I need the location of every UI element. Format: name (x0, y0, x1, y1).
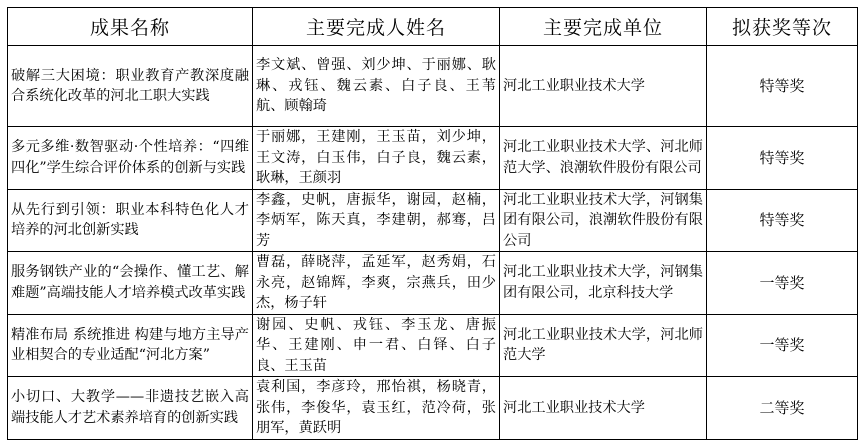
achievement-name-cell: 破解三大困境：职业教育产教深度融合系统化改革的河北工职大实践 (8, 46, 253, 127)
achievement-name-cell: 小切口、大教学——非遗技艺嵌入高端技能人才艺术素养培育的创新实践 (8, 377, 253, 440)
header-row (8, 8, 858, 46)
header-main-members: 主要完成人姓名 (253, 8, 500, 46)
prize-cell: 特等奖 (707, 127, 858, 190)
units-cell: 河北工业职业技术大学、河北师范大学、浪潮软件股份有限公司 (500, 127, 707, 190)
members-cell: 袁利国，李彦玲，邢怡祺，杨晓青，张伟，李俊华，袁玉红，范冷荷，张朋军，黄跃明 (253, 377, 500, 440)
members-cell: 曹磊，薛晓萍，孟延军，赵秀娟，石永亮，赵锦辉，李爽，宗燕兵，田少杰，杨子轩 (253, 252, 500, 315)
table-row (8, 127, 858, 190)
header-proposed-prize: 拟获奖等次 (707, 8, 858, 46)
prize-cell: 一等奖 (707, 314, 858, 377)
members-cell: 于丽娜，王建刚，王玉苗，刘少坤，王文涛，白玉伟，白子良，魏云素，耿琳，王颜羽 (253, 127, 500, 190)
members-cell: 谢园、史帆、戎钰、李玉龙、唐振华、王建刚、申一君、白铎、白子良、王玉苗 (253, 314, 500, 377)
achievement-name-cell: 服务钢铁产业的“会操作、懂工艺、解难题”高端技能人才培养模式改革实践 (8, 252, 253, 315)
achievement-name-cell: 多元多维·数智驱动·个性培养：“四维四化”学生综合评价体系的创新与实践 (8, 127, 253, 190)
members-cell: 李文斌、曾强、刘少坤、于丽娜、耿琳、戎钰、魏云素、白子良、王苇航、顾翰琦 (253, 46, 500, 127)
units-cell: 河北工业职业技术大学 (500, 46, 707, 127)
prize-cell: 二等奖 (707, 377, 858, 440)
header-achievement-name: 成果名称 (8, 8, 253, 46)
table-row (8, 252, 858, 315)
prize-cell: 特等奖 (707, 46, 858, 127)
achievement-name-cell: 从先行到引领：职业本科特色化人才培养的河北创新实践 (8, 189, 253, 252)
table-row (8, 46, 858, 127)
awards-table (7, 7, 858, 440)
table-row (8, 189, 858, 252)
achievement-name-cell: 精准布局 系统推进 构建与地方主导产业相契合的专业适配“河北方案” (8, 314, 253, 377)
units-cell: 河北工业职业技术大学，河钢集团有限公司，浪潮软件股份有限公司 (500, 189, 707, 252)
units-cell: 河北工业职业技术大学 (500, 377, 707, 440)
units-cell: 河北工业职业技术大学，河北师范大学 (500, 314, 707, 377)
prize-cell: 一等奖 (707, 252, 858, 315)
members-cell: 李鑫，史帆，唐振华，谢园，赵楠，李炳军，陈天真，李建朝，郝骞，吕芳 (253, 189, 500, 252)
table-row (8, 314, 858, 377)
units-cell: 河北工业职业技术大学，河钢集团有限公司，北京科技大学 (500, 252, 707, 315)
table-row (8, 377, 858, 440)
header-main-units: 主要完成单位 (500, 8, 707, 46)
prize-cell: 特等奖 (707, 189, 858, 252)
